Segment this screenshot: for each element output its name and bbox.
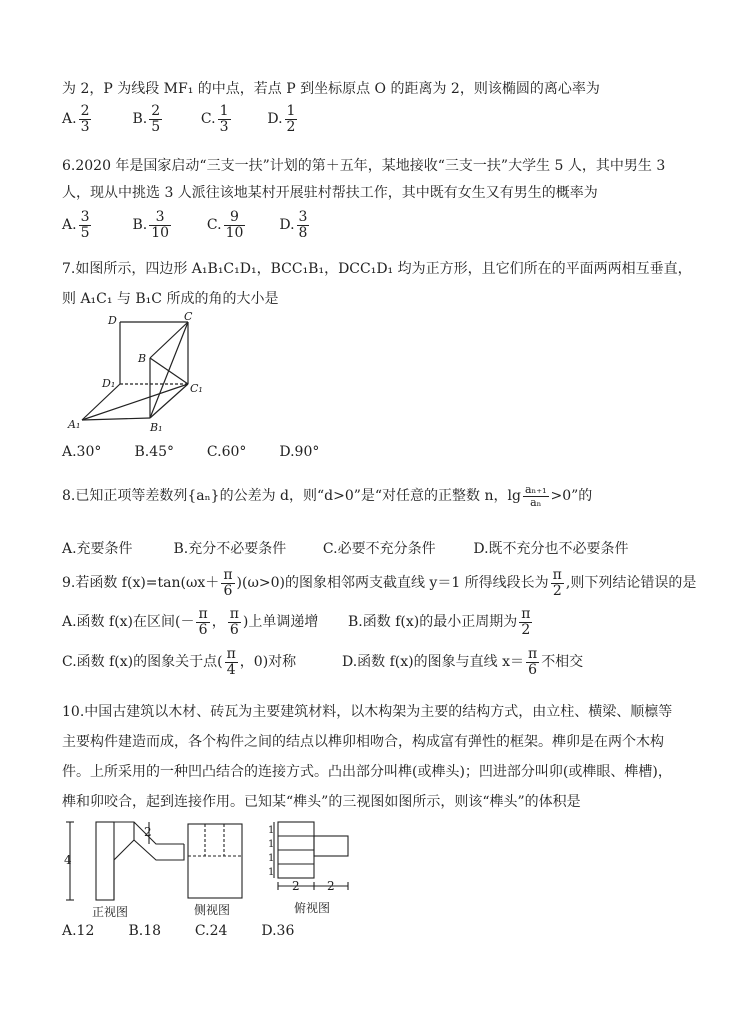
q10-line1: 10.中国古建筑以木材、砖瓦为主要建筑材料，以木构架为主要的结构方式，由立柱、横梁、顺檩等 xyxy=(62,704,673,720)
front-view-caption: 正视图 xyxy=(92,905,129,919)
q9-option-c: C.函数 f(x)的图象关于点( $\frac{\pi}{4}$ ，0)对称 xyxy=(62,646,297,678)
q9-option-a: A.函数 f(x)在区间(－ $\frac{\pi}{6}$ ， $\frac{\pi}{6}$ )上单调递增 xyxy=(62,606,319,638)
q10-options xyxy=(62,923,294,939)
q7-line2: 则 A₁C₁ 与 B₁C 所成的角的大小是 xyxy=(62,291,279,307)
q10-option-c: C.24 xyxy=(194,923,228,939)
q10-option-d: D.36 xyxy=(261,923,295,939)
q8-stem: 8.已知正项等差数列{aₙ}的公差为 d，则“d>0”是“对任意的正整数 n，lg $\frac{\text{aₙ₊₁}}{\text{aₙ}}$ >0”的 xyxy=(62,483,593,509)
top-row-3: 1 xyxy=(268,853,275,864)
q6-options xyxy=(62,210,311,240)
label-c1: C₁ xyxy=(190,382,203,395)
q7-option-a: A.30° xyxy=(62,444,102,460)
q6-line1: 6.2020 年是国家启动“三支一扶”计划的第＋五年，某地接收“三支一扶”大学生 5 人，其中男生 3 xyxy=(62,158,666,174)
q9-stem: 9.若函数 f(x)=tan(ωx＋ $\frac{\pi}{6}$ )(ω>0)的图象相邻两支截直线 y＝1 所得线段长为 $\frac{\pi}{2}$ ,则下列结论错误的是 xyxy=(62,567,697,599)
q5-option-d: D. $\frac{1}{2}$ xyxy=(267,103,296,135)
q8-options xyxy=(62,538,629,558)
label-b1: B₁ xyxy=(150,421,163,434)
top-dim-left: 2 xyxy=(292,879,300,893)
q6-option-a: A. $\frac{3}{5}$ xyxy=(62,209,90,241)
q10-line2: 主要构件建造而成，各个构件之间的结点以榫卯相吻合，构成富有弹性的框架。榫卯是在两个木构 xyxy=(62,734,664,750)
q5-options xyxy=(62,104,299,134)
front-dim-part: 2 xyxy=(144,825,152,839)
q8-option-c: C.必要不充分条件 xyxy=(322,541,436,557)
q8-option-d: D.既不充分也不必要条件 xyxy=(473,541,629,557)
q8-option-a: A.充要条件 xyxy=(62,541,133,557)
front-dim-total: 4 xyxy=(64,853,72,867)
top-row-2: 1 xyxy=(268,839,275,850)
q9-option-b: B.函数 f(x)的最小正周期为 $\frac{\pi}{2}$ xyxy=(348,606,531,638)
q5-text: 为 2，P 为线段 MF₁ 的中点，若点 P 到坐标原点 O 的距离为 2，则该椭圆的离心率为 xyxy=(62,81,600,97)
q6-line2: 人，现从中挑选 3 人派往该地某村开展驻村帮扶工作，其中既有女生又有男生的概率为 xyxy=(62,185,598,201)
q10-line3: 件。上所采用的一种凹凸结合的连接方式。凸出部分叫榫(或榫头)；凹进部分叫卯(或榫眼、榫槽)， xyxy=(62,764,672,780)
q10-option-a: A.12 xyxy=(62,923,95,939)
q7-option-c: C.60° xyxy=(206,444,247,460)
q8-option-b: B.充分不必要条件 xyxy=(173,541,287,557)
label-c: C xyxy=(184,312,193,323)
q7-line1: 7.如图所示，四边形 A₁B₁C₁D₁，BCC₁B₁，DCC₁D₁ 均为正方形，且它们所在的平面两两相互垂直， xyxy=(62,261,692,277)
top-row-4: 1 xyxy=(268,867,275,878)
q5-option-a: A. $\frac{2}{3}$ xyxy=(62,103,90,135)
q6-option-c: C. $\frac{9}{10}$ xyxy=(206,209,244,241)
side-view-caption: 侧视图 xyxy=(194,903,231,917)
top-dim-right: 2 xyxy=(327,879,335,893)
label-d1: D₁ xyxy=(102,377,116,390)
top-view-caption: 俯视图 xyxy=(294,901,331,915)
q6-option-d: D. $\frac{3}{8}$ xyxy=(279,209,308,241)
q10-three-views xyxy=(64,816,354,920)
q7-option-b: B.45° xyxy=(134,444,175,460)
q9-option-d: D.函数 f(x)的图象与直线 x＝ $\frac{\pi}{6}$ 不相交 xyxy=(342,646,584,678)
q7-cube-figure xyxy=(64,312,214,438)
q6-option-b: B. $\frac{3}{10}$ xyxy=(132,209,170,241)
q5-option-c: C. $\frac{1}{3}$ xyxy=(200,103,229,135)
q10-line4: 榫和卯咬合，起到连接作用。已知某“榫头”的三视图如图所示，则该“榫头”的体积是 xyxy=(62,794,581,810)
q7-options xyxy=(62,444,319,460)
q5-option-b: B. $\frac{2}{5}$ xyxy=(132,103,161,135)
label-a1: A₁ xyxy=(68,418,81,431)
q10-option-b: B.18 xyxy=(128,923,162,939)
label-b: B xyxy=(138,352,147,365)
top-row-1: 1 xyxy=(268,825,275,836)
label-d: D xyxy=(108,314,117,327)
q7-option-d: D.90° xyxy=(279,444,320,460)
